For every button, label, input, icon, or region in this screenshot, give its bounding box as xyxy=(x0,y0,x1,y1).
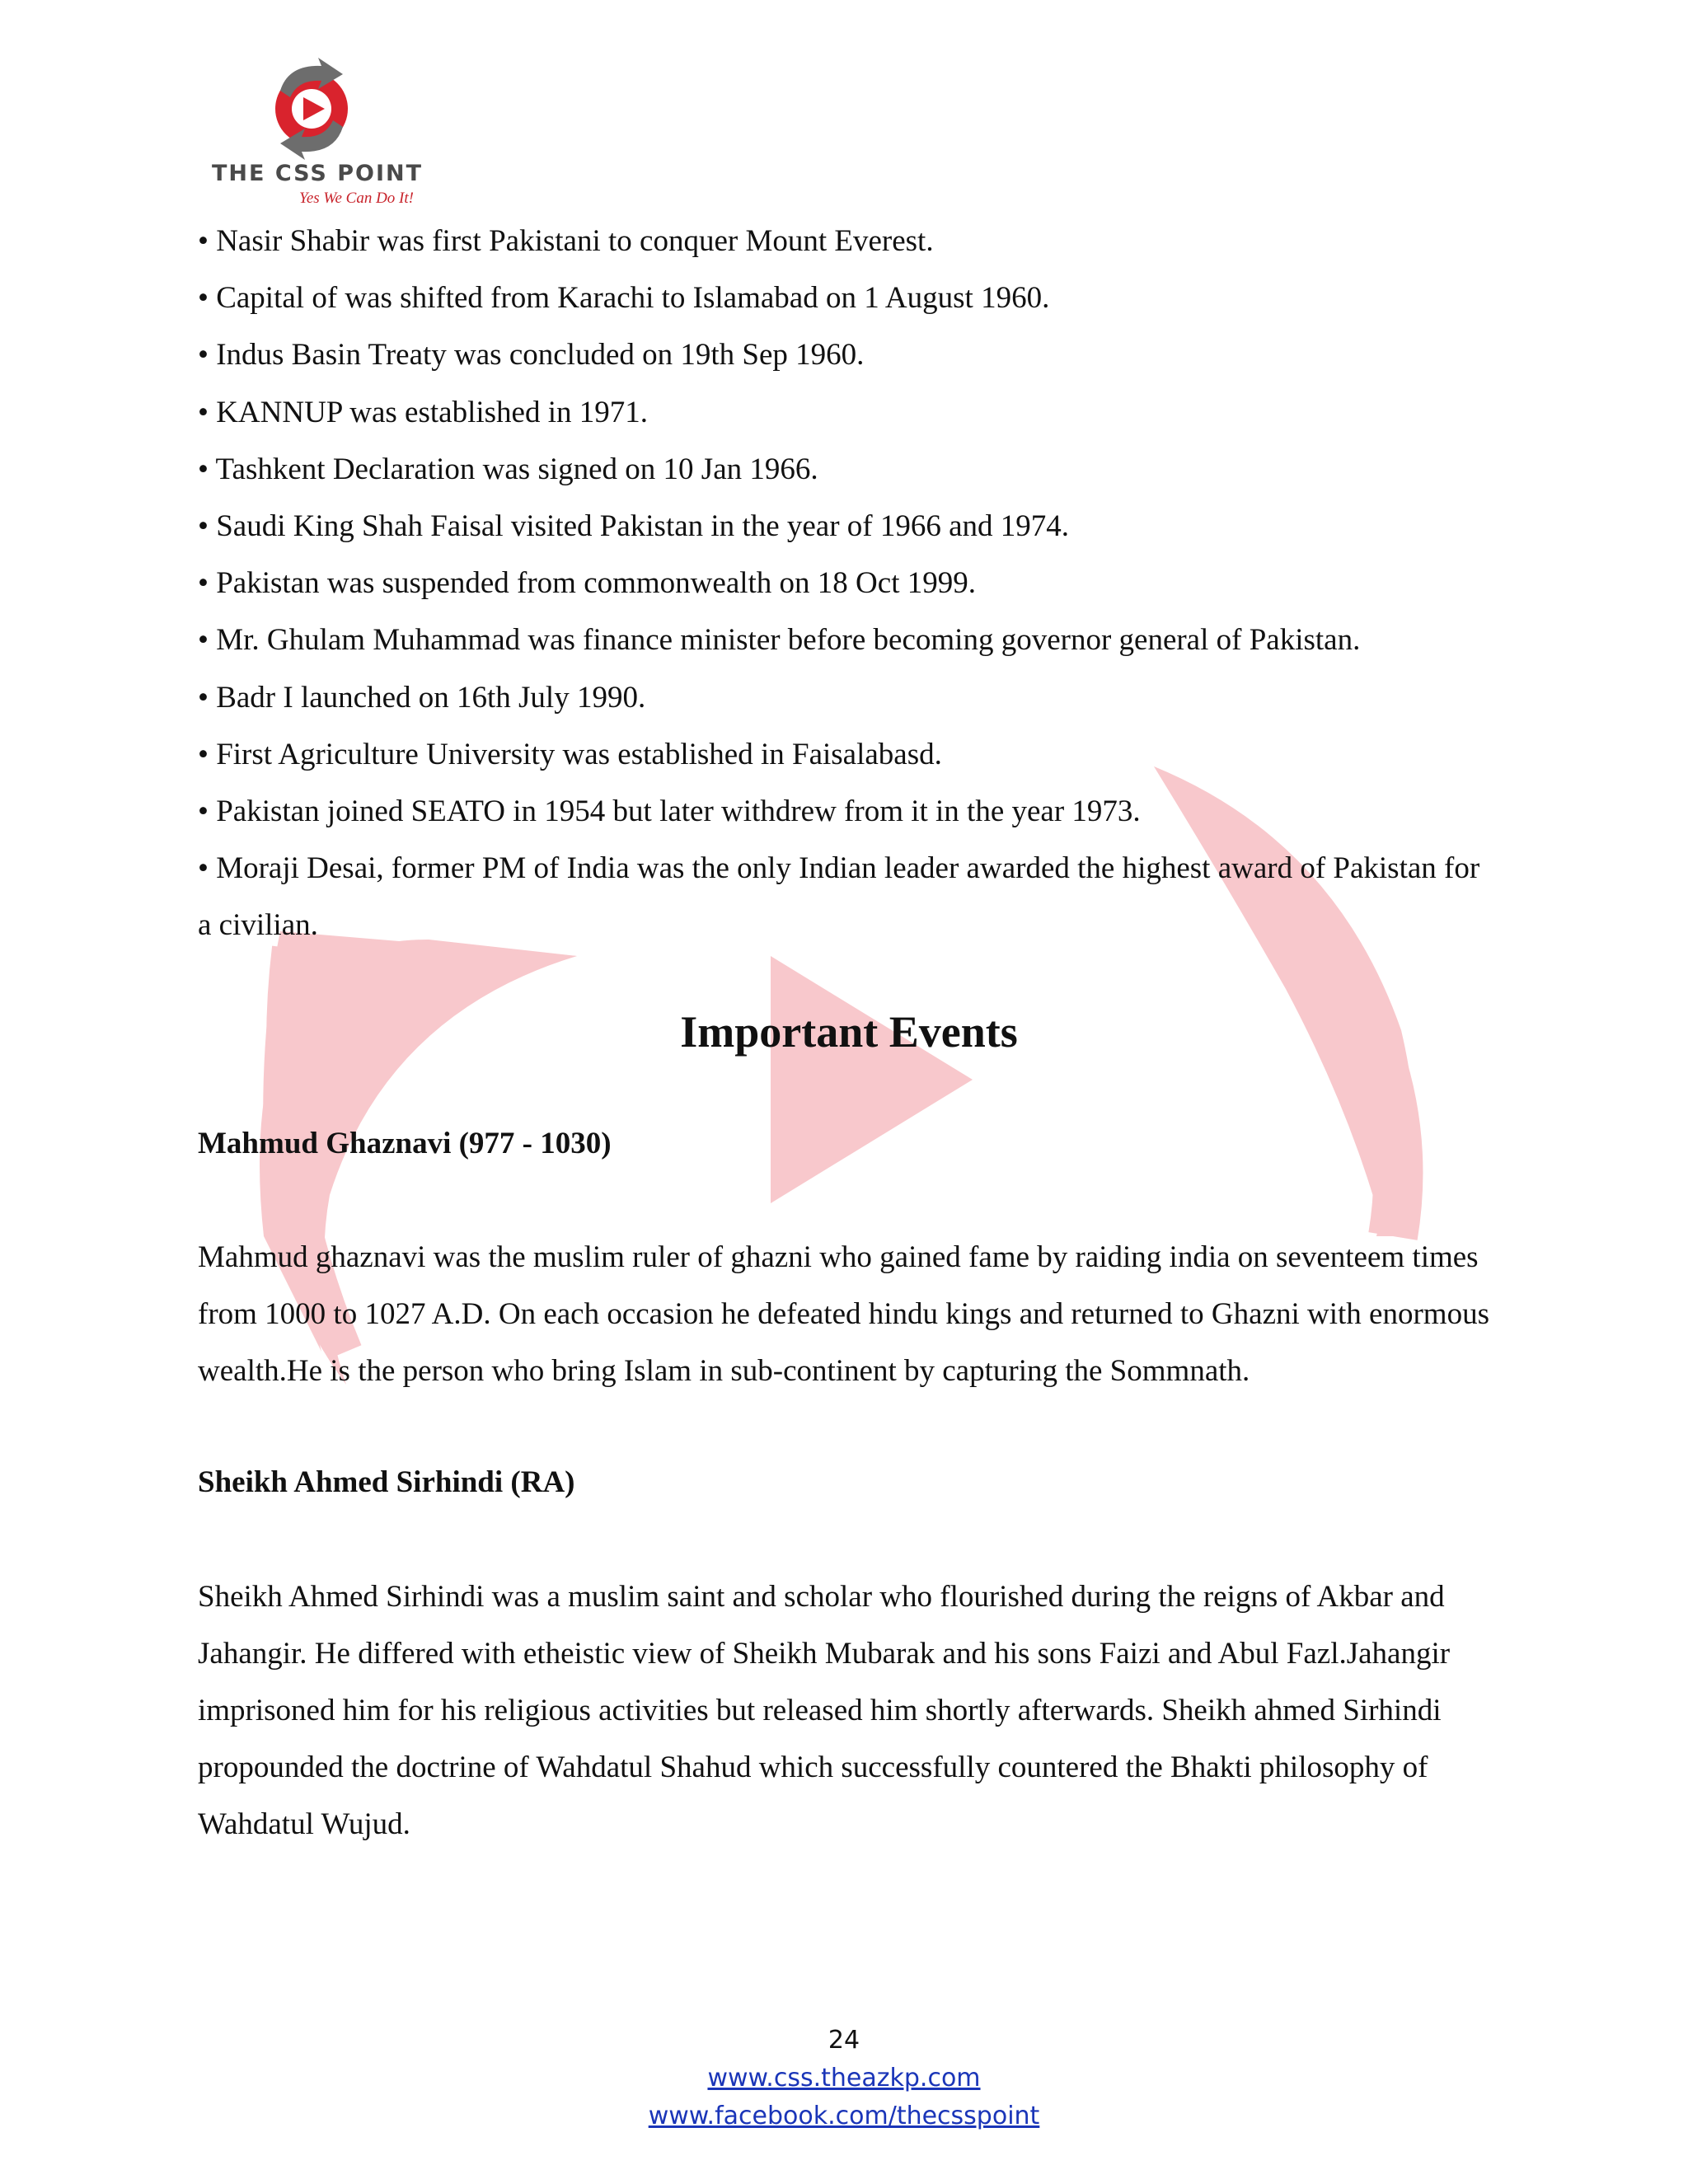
event-heading: Mahmud Ghaznavi (977 - 1030) xyxy=(198,1126,612,1160)
list-item: • Mr. Ghulam Muhammad was finance minister before becoming governor general of Pakistan. xyxy=(198,623,1361,658)
event-paragraph: Sheikh Ahmed Sirhindi was a muslim saint and scholar who flourished during the reigns of Akbar and Jahangir. He differed with etheistic view of Sheikh Mubarak and his sons Faizi and Abul Fazl.Jahangir imprisoned him for his religious activities but released him shortly afterwards. Sheikh ahmed Sirhindi propounded the doctrine of Wahdatul Shahud which successfully countered the Bhakti philosophy of Wahdatul Wujud. xyxy=(198,1579,1451,1842)
section-title: Important Events xyxy=(680,1006,1018,1057)
css-point-logo xyxy=(198,58,437,214)
page-footer xyxy=(0,2022,1688,2135)
list-item: • KANNUP was established in 1971. xyxy=(198,395,648,429)
list-item: • Saudi King Shah Faisal visited Pakistan in the year of 1966 and 1974. xyxy=(198,509,1070,544)
page-number: 24 xyxy=(828,2026,860,2055)
event-heading: Sheikh Ahmed Sirhindi (RA) xyxy=(198,1465,575,1500)
facebook-link[interactable]: www.facebook.com/thecsspoint xyxy=(648,2102,1040,2130)
logo-tagline: Yes We Can Do It! xyxy=(299,190,414,207)
list-item: • Tashkent Declaration was signed on 10 Jan 1966. xyxy=(198,452,818,486)
website-link[interactable]: www.css.theazkp.com xyxy=(707,2064,981,2093)
list-item: • Indus Basin Treaty was concluded on 19th Sep 1960. xyxy=(198,338,865,373)
event-paragraph: Mahmud ghaznavi was the muslim ruler of ghazni who gained fame by raiding india on seventeem times from 1000 to 1027 A.D. On each occasion he defeated hindu kings and returned to Ghazni with enormous wealth.He is the person who bring Islam in sub-continent by capturing the Sommnath. xyxy=(198,1240,1489,1389)
list-item: • Badr I launched on 16th July 1990. xyxy=(198,680,646,715)
list-item: • Pakistan was suspended from commonwealth on 18 Oct 1999. xyxy=(198,566,976,601)
list-item: • Nasir Shabir was first Pakistani to conquer Mount Everest. xyxy=(198,224,934,258)
logo-emblem-icon xyxy=(198,58,437,161)
list-item: • Pakistan joined SEATO in 1954 but later withdrew from it in the year 1973. xyxy=(198,794,1141,829)
list-item: • Capital of was shifted from Karachi to Islamabad on 1 August 1960. xyxy=(198,281,1050,316)
logo-name: THE CSS POINT xyxy=(211,161,424,186)
document-body xyxy=(198,213,1500,1854)
list-item: • First Agriculture University was established in Faisalabasd. xyxy=(198,737,942,771)
list-item: • Moraji Desai, former PM of India was the only Indian leader awarded the highest award of Pakistan for a civilian. xyxy=(198,851,1480,943)
